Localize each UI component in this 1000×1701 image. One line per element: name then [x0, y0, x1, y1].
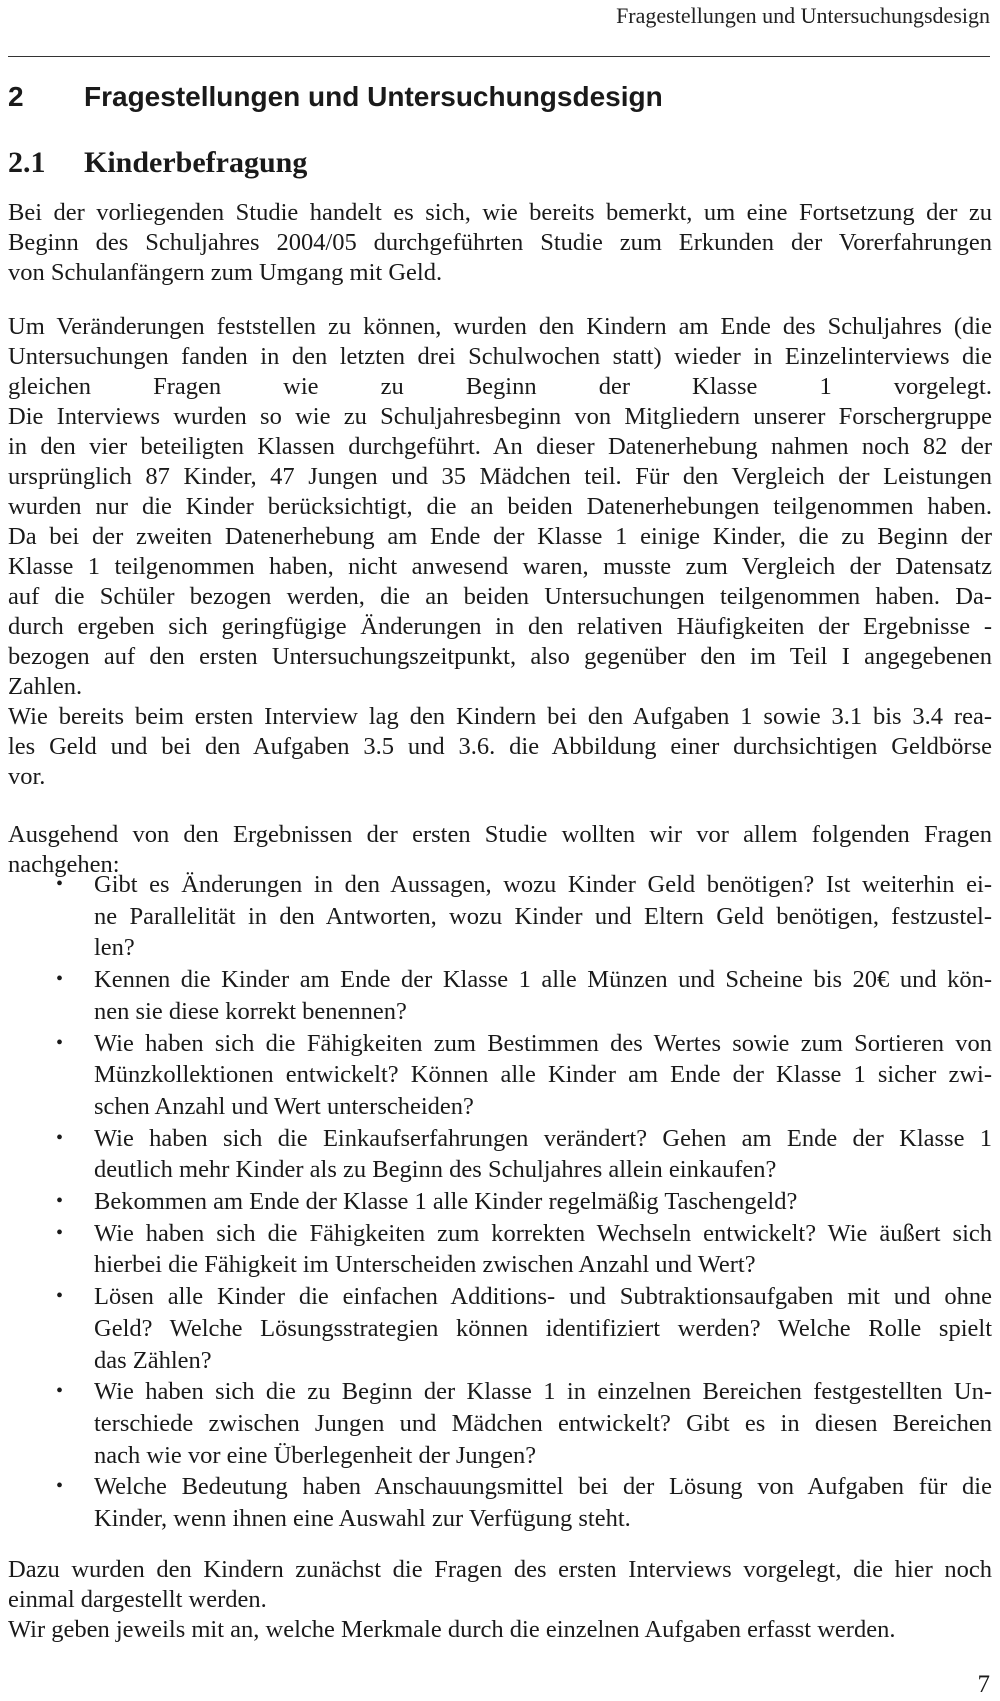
text-line: Zahlen. [8, 673, 83, 700]
paragraph-closing [8, 1555, 992, 1615]
list-item [8, 964, 992, 1027]
text-line: Kennen die Kinder am Ende der Klasse 1 alle Münzen und Scheine bis 20€ und kön- [94, 966, 992, 994]
text-line: hierbei die Fähigkeit im Unterscheiden zwischen Anzahl und Wert? [94, 1251, 756, 1279]
text-line: ne Parallelität in den Antworten, wozu Kinder und Eltern Geld benötigen, festzustel- [94, 902, 992, 930]
text-line: deutlich mehr Kinder als zu Beginn des Schuljahres allein einkaufen? [94, 1156, 777, 1184]
list-item [8, 1376, 992, 1471]
list-item [8, 1123, 992, 1186]
text-line: auf die Schüler bezogen werden, die an beiden Untersuchungen teilgenommen haben. Da- [8, 583, 992, 610]
text-line: Bekommen am Ende der Klasse 1 alle Kinder regelmäßig Taschengeld? [94, 1188, 798, 1216]
text-line: schen Anzahl und Wert unterscheiden? [94, 1092, 474, 1120]
text-line: Wie haben sich die zu Beginn der Klasse 1 in einzelnen Bereichen festgestellten Un- [94, 1378, 992, 1406]
text-line: Münzkollektionen entwickelt? Können alle Kinder am Ende der Klasse 1 sicher zwi- [94, 1061, 992, 1089]
bullet-icon: • [56, 1380, 64, 1403]
text-line: nen sie diese korrekt benennen? [94, 997, 407, 1025]
text-line: ursprünglich 87 Kinder, 47 Jungen und 35 Mädchen teil. Für den Vergleich der Leistungen [8, 463, 992, 490]
text-line: len? [94, 934, 135, 962]
paragraph-closing-note [8, 1615, 992, 1645]
text-line: nachgehen: [8, 851, 120, 878]
text-line: Ausgehend von den Ergebnissen der ersten Studie wollten wir vor allem folgenden Fragen [8, 821, 992, 848]
bullet-icon: • [56, 873, 64, 895]
text-line: Um Veränderungen feststellen zu können, wurden den Kindern am Ende des Schuljahres (die [8, 313, 992, 340]
chapter-number: 2 [8, 81, 24, 112]
bullet-icon: • [56, 968, 64, 991]
list-item [8, 1218, 992, 1281]
text-line: von Schulanfängern zum Umgang mit Geld. [8, 259, 443, 286]
list-item [8, 1471, 992, 1534]
header-rule [8, 56, 990, 57]
text-line: terschiede zwischen Jungen und Mädchen entwickelt? Gibt es in diesen Bereichen [94, 1409, 992, 1437]
page-number: 7 [977, 1671, 990, 1698]
section-number: 2.1 [8, 146, 46, 179]
text-line: vor. [8, 763, 46, 790]
text-line: Wie bereits beim ersten Interview lag den Kindern bei den Aufgaben 1 sowie 3.1 bis 3.4 rea- [8, 703, 992, 730]
running-header: Fragestellungen und Untersuchungsdesign [616, 3, 990, 28]
text-line: das Zählen? [94, 1346, 212, 1374]
text-line: durch ergeben sich geringfügige Änderungen in den relativen Häufigkeiten der Ergebnisse - [8, 613, 992, 640]
text-line: Bei der vorliegenden Studie handelt es sich, wie bereits bemerkt, um eine Fortsetzung der zu [8, 199, 992, 226]
bullet-icon: • [56, 1285, 64, 1308]
text-line: Welche Bedeutung haben Anschauungsmittel bei der Lösung von Aufgaben für die [94, 1473, 992, 1501]
text-line: Gibt es Änderungen in den Aussagen, wozu Kinder Geld benötigen? Ist weiterhin ei- [94, 871, 992, 898]
list-item [8, 869, 992, 964]
text-line: einmal dargestellt werden. [8, 1586, 267, 1613]
text-line: Wie haben sich die Fähigkeiten zum Bestimmen des Wertes sowie zum Sortieren von [94, 1029, 992, 1057]
bullet-icon: • [56, 1126, 64, 1149]
bullet-icon: • [56, 1221, 64, 1244]
text-line: Klasse 1 teilgenommen haben, nicht anwesend waren, musste zum Vergleich der Datensatz [8, 553, 992, 580]
text-line: bezogen auf den ersten Untersuchungszeitpunkt, also gegenüber den im Teil I angegebenen [8, 643, 992, 670]
text-line: Dazu wurden den Kindern zunächst die Fragen des ersten Interviews vorgelegt, die hier noch [8, 1556, 992, 1583]
text-line: Da bei der zweiten Datenerhebung am Ende der Klasse 1 einige Kinder, die zu Beginn der [8, 523, 992, 550]
text-line: nach wie vor eine Überlegenheit der Jungen? [94, 1441, 537, 1469]
bullet-icon: • [56, 1190, 64, 1213]
bullet-icon: • [56, 1475, 64, 1498]
paragraph-method [8, 312, 992, 792]
bullet-icon: • [56, 1031, 64, 1054]
list-item [8, 1028, 992, 1123]
text-line: Wie haben sich die Einkaufserfahrungen verändert? Gehen am Ende der Klasse 1 [94, 1124, 992, 1152]
text-line: Geld? Welche Lösungsstrategien können identifiziert werden? Welche Rolle spielt [94, 1314, 992, 1342]
text-line: wurden nur die Kinder berücksichtigt, die an beiden Datenerhebungen teilgenommen haben. [8, 493, 992, 520]
text-line: in den vier beteiligten Klassen durchgeführt. An dieser Datenerhebung nahmen noch 82 der [8, 433, 992, 460]
text-line: Wir geben jeweils mit an, welche Merkmale durch die einzelnen Aufgaben erfasst werden. [8, 1616, 896, 1643]
list-item [8, 1281, 992, 1376]
text-line: gleichen Fragen wie zu Beginn der Klasse 1 vorgelegt. [8, 373, 992, 400]
text-line: Wie haben sich die Fähigkeiten zum korrekten Wechseln entwickelt? Wie äußert sich [94, 1219, 992, 1247]
text-line: Untersuchungen fanden in den letzten drei Schulwochen statt) wieder in Einzelinterviews die [8, 343, 992, 370]
text-line: les Geld und bei den Aufgaben 3.5 und 3.6. die Abbildung einer durchsichtigen Geldbörse [8, 733, 992, 760]
text-line: Beginn des Schuljahres 2004/05 durchgeführten Studie zum Erkunden der Vorerfahrungen [8, 229, 992, 256]
text-line: Die Interviews wurden so wie zu Schuljahresbeginn von Mitgliedern unserer Forschergruppe [8, 403, 992, 430]
research-questions-list [8, 869, 992, 1535]
chapter-title: Fragestellungen und Untersuchungsdesign [84, 81, 663, 112]
paragraph-intro [8, 198, 992, 288]
text-line: Lösen alle Kinder die einfachen Additions- und Subtraktionsaufgaben mit und ohne [94, 1283, 992, 1311]
text-line: Kinder, wenn ihnen eine Auswahl zur Verfügung steht. [94, 1505, 631, 1533]
section-title: Kinderbefragung [84, 146, 308, 179]
list-item [8, 1186, 992, 1218]
